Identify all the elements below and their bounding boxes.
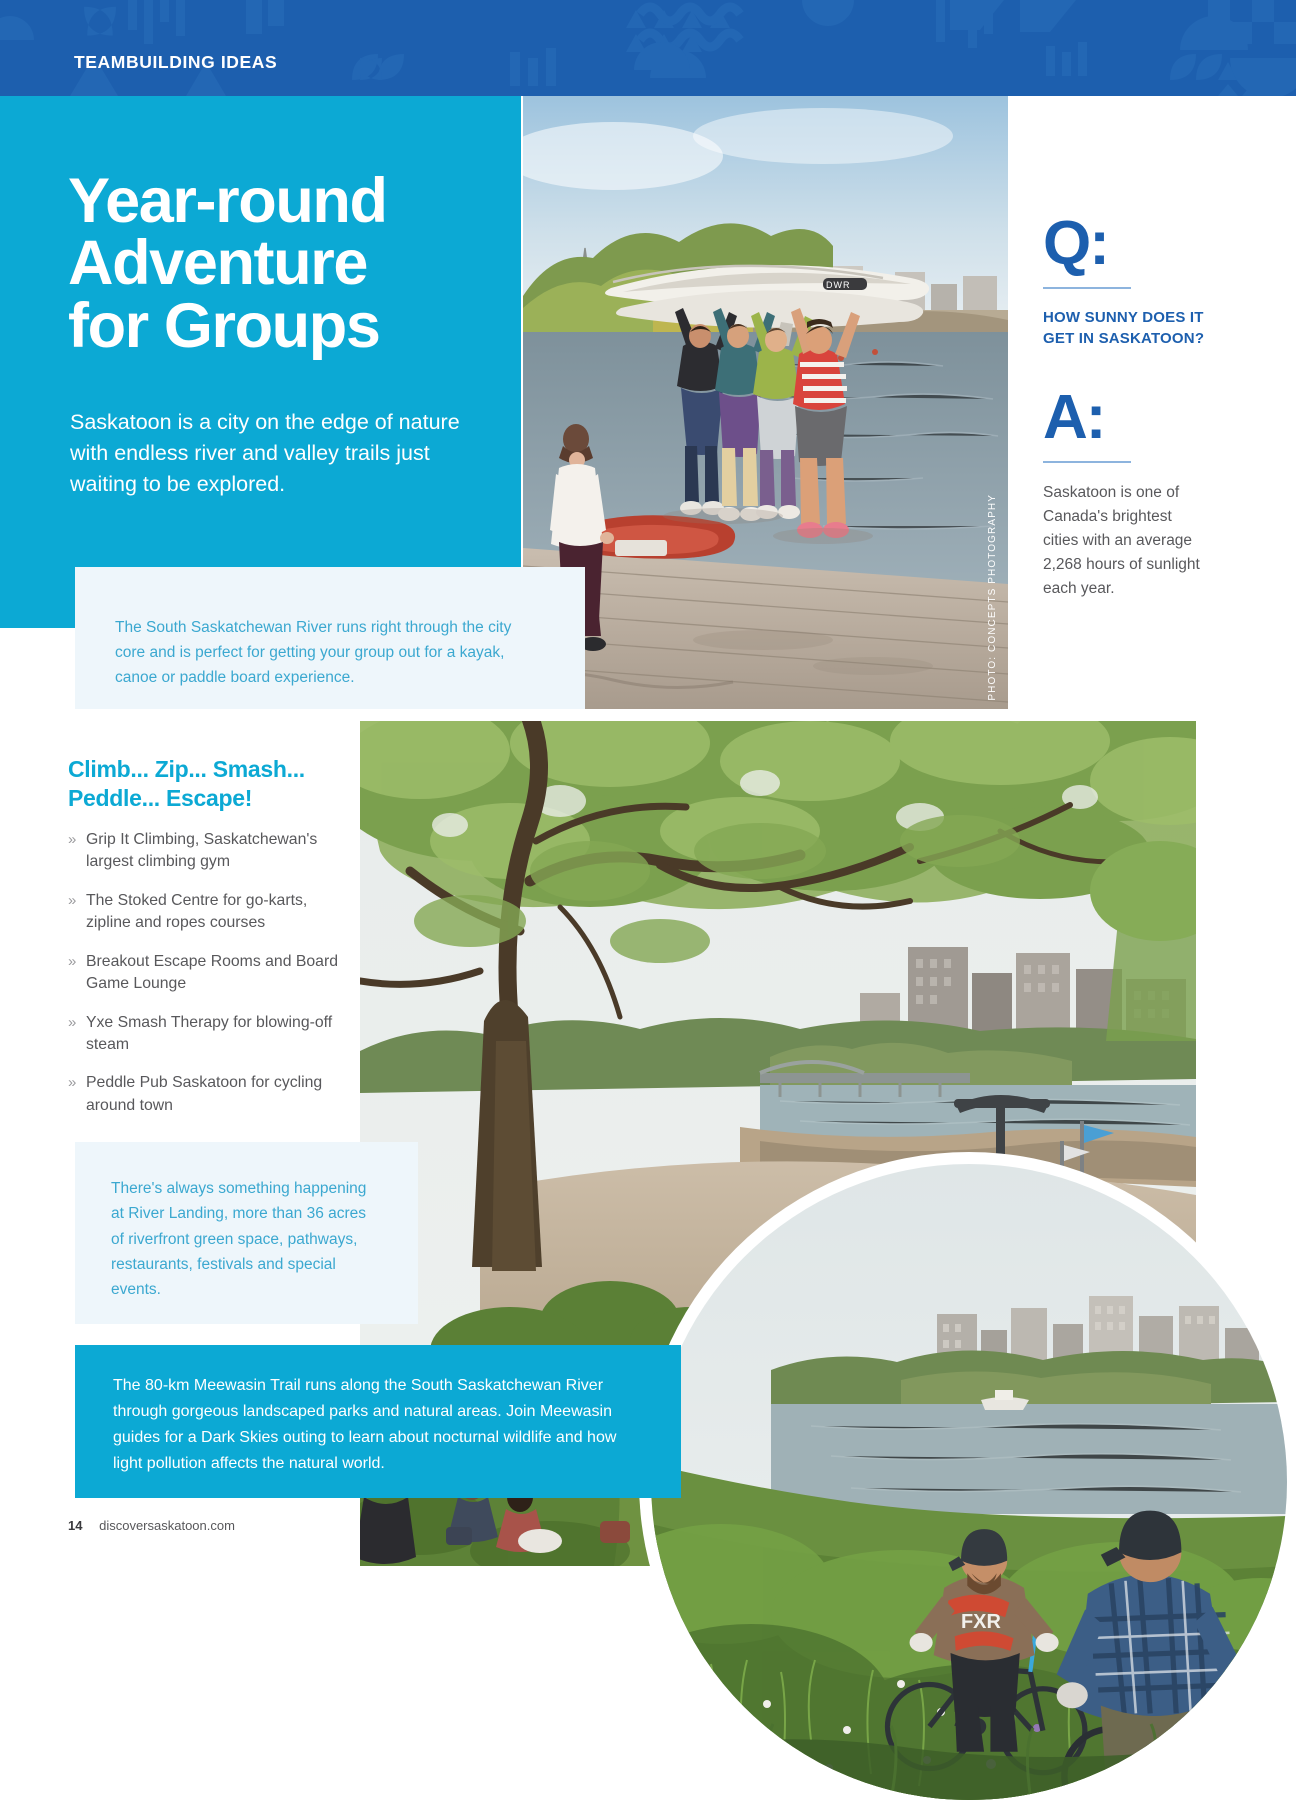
list-item-label: The Stoked Centre for go-karts, zipline and ropes courses [86,891,308,932]
callout-river-landing-text: There's always something happening at River Landing, more than 36 acres of riverfront green space, pathways, restaurants, festivals and special events. [111,1180,367,1298]
list-item-label: Yxe Smash Therapy for blowing-off steam [86,1013,333,1053]
chevron-double-right-icon: » [68,1074,77,1092]
svg-text:FXR: FXR [961,1610,1001,1633]
svg-text:DWR: DWR [826,280,851,290]
answer-glyph: A: [1043,383,1105,453]
qa-question-text: HOW SUNNY DOES IT GET IN SASKATOON? [1043,308,1205,348]
photo-circle-white-border [639,1152,1296,1812]
chevron-double-right-icon: » [68,1013,77,1031]
list-item [68,829,348,874]
chevron-double-right-icon: » [68,831,77,849]
page-subtitle: Saskatoon is a city on the edge of nature with endless river and valley trails just waiting to be explored. [70,410,460,496]
list-item-label: Peddle Pub Saskatoon for cycling around town [86,1074,323,1114]
chevron-double-right-icon: » [68,891,77,909]
footer-website: discoversaskatoon.com [99,1518,235,1533]
page-title [68,166,508,361]
qa-sidebar [1043,209,1208,601]
header-decorative-pattern [0,0,1296,96]
activities-heading [68,755,348,812]
page-number: 14 [68,1518,83,1533]
photo-kayak-illustration [523,96,1008,709]
chevron-double-right-icon: » [68,952,77,970]
page-footer [68,1518,235,1533]
list-item [68,1072,348,1117]
page-title-line-3: for Groups [68,290,380,361]
question-glyph: Q: [1043,209,1108,278]
photo-bike-illustration [651,1164,1287,1800]
photo-bike-inner [651,1164,1287,1800]
callout-south-saskatchewan-river [75,567,585,709]
photo-credit-kayak: PHOTO: CONCEPTS PHOTOGRAPHY [987,494,998,701]
activities-heading-line-1: Climb... Zip... Smash... [68,756,305,782]
activities-list [68,829,348,1117]
qa-divider-question [1043,287,1131,289]
callout-meewasin-trail [75,1345,681,1498]
photo-mountain-biking-circle [639,1152,1296,1812]
list-item [68,951,348,996]
list-item-label: Grip It Climbing, Saskatchewan's largest climbing gym [86,831,318,871]
photo-kayak-portage [523,96,1008,709]
callout-meewasin-text: The 80-km Meewasin Trail runs along the South Saskatchewan River through gorgeous landscaped parks and natural areas. Join Meewasin guides for a Dark Skies outing to learn about nocturnal wildlife and how light pollution affects the natural world. [113,1377,617,1472]
page-title-line-2: Adventure [68,228,367,299]
qa-divider-answer [1043,461,1131,463]
callout-river-text: The South Saskatchewan River runs right through the city core and is perfect for getting your group out for a kayak, canoe or paddle board experience. [115,619,512,687]
activities-heading-line-2: Peddle... Escape! [68,784,253,811]
callout-river-landing [75,1142,418,1324]
page-eyebrow-title: TEAMBUILDING IDEAS [74,52,278,72]
photo-credit-bike: PHOTO: CHAD REYNOLDS [1258,1650,1269,1800]
page-header-band [0,0,1296,96]
page-title-line-1: Year-round [68,166,387,236]
list-item-label: Breakout Escape Rooms and Board Game Lounge [86,952,339,993]
qa-answer-text: Saskatoon is one of Canada's brightest cities with an average 2,268 hours of sunlight each year. [1043,483,1200,597]
list-item [68,1012,348,1057]
list-item [68,890,348,935]
activities-section [68,755,348,1133]
